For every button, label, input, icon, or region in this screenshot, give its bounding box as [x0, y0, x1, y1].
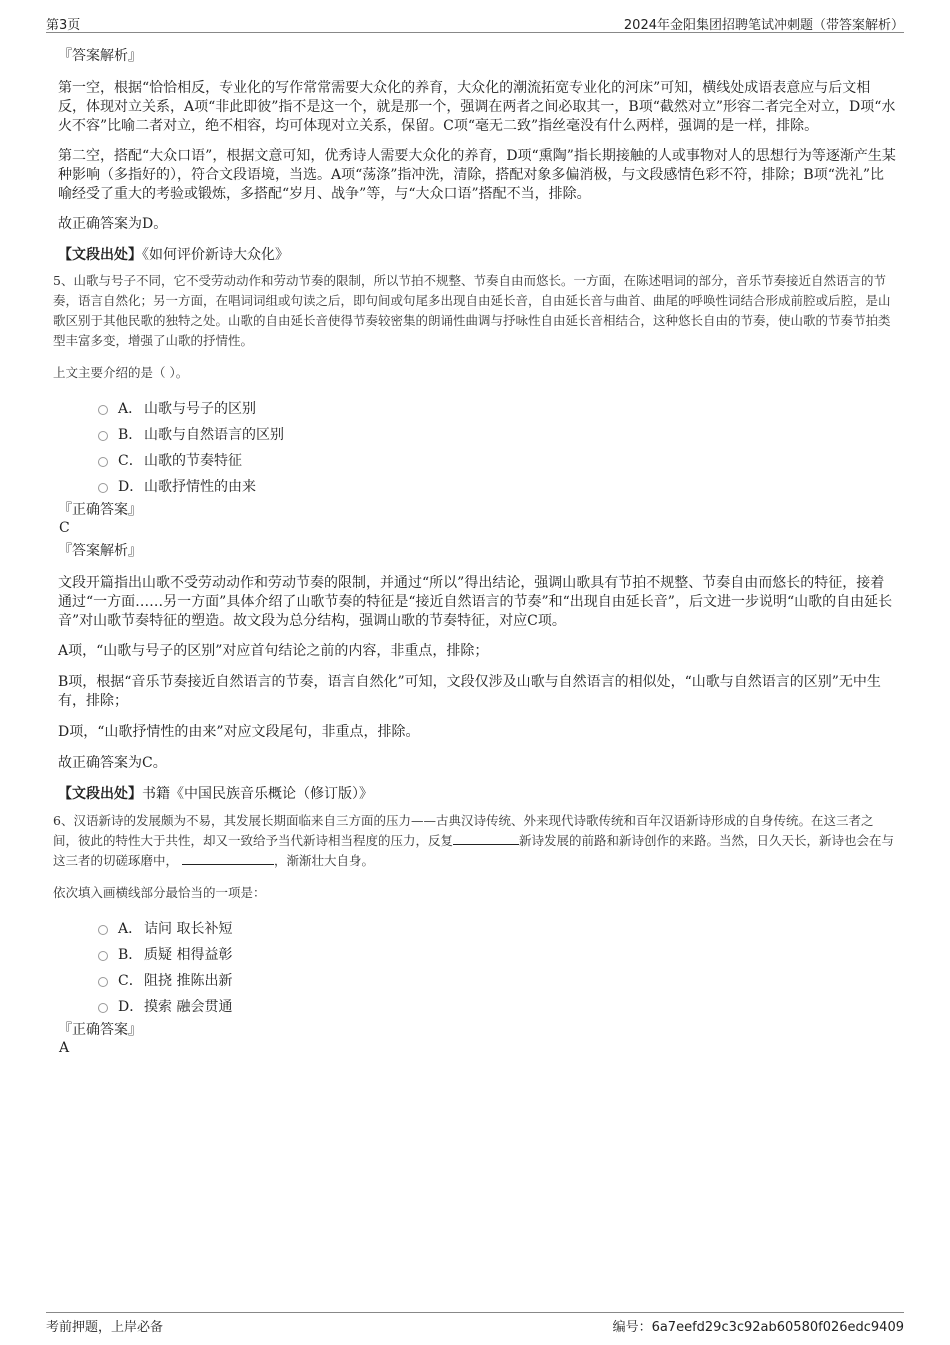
page-number: 第3页 [46, 18, 81, 33]
q4-analysis-p2: 第二空，搭配“大众口语”，根据文意可知，优秀诗人需要大众化的养育，D项“熏陶”指长期接触的人或事物对人的思想行为等逐渐产生某种影响（多指好的），符合文段语境，当选。A项“荡涤”指冲洗，清除，搭配对象多偏消极，与文段感情色彩不符，排除；B项“洗礼”比喻经受了重大的考验或锻炼，多搭配“岁月、战争”等，与“大众口语”搭配不当，排除。 [58, 148, 896, 202]
q5-analysis-p3: B项，根据“音乐节奏接近自然语言的节奏，语言自然化”可知，文段仅涉及山歌与自然语言的相似处，“山歌与自然语言的区别”无中生有，排除； [58, 674, 881, 709]
footer-slogan: 考前押题，上岸必备 [46, 1320, 164, 1335]
radio-icon[interactable] [98, 431, 108, 441]
q5-option-d[interactable]: D． 山歌抒情性的由来 [98, 473, 898, 499]
radio-icon[interactable] [98, 457, 108, 467]
q5-analysis-p1: 文段开篇指出山歌不受劳动动作和劳动节奏的限制，并通过“所以”得出结论，强调山歌具有节拍不规整、节奏自由而悠长的特征，接着通过“一方面……另一方面”具体介绍了山歌节奏的特征是“接近自然语言的节奏”和“出现自由延长音”，后文进一步说明“山歌的自由延长音”对山歌节奏特征的塑造。故文段为总分结构，强调山歌的节奏特征，对应C项。 [58, 575, 893, 629]
q5-option-a[interactable]: A． 山歌与号子的区别 [98, 395, 898, 421]
q5-source-label: 【文段出处】 [58, 786, 142, 802]
page-header [46, 10, 904, 33]
radio-icon[interactable] [98, 951, 108, 961]
q5-source-text: 书籍《中国民族音乐概论（修订版）》 [142, 786, 373, 802]
q4-source [58, 246, 898, 265]
radio-icon[interactable] [98, 483, 108, 493]
q6-text: 6、汉语新诗的发展颇为不易，其发展长期面临来自三方面的压力——古典汉诗传统、外来现代诗歌传统和百年汉语新诗形成的自身传统。在这三者之间，彼此的特性大于共性，却又一致给予当代新诗相当程度的压力，反复 新诗发展的前路和新诗创作的来路。当然，日久天长，新诗也会在与这三者的切磋琢磨中， ，渐渐壮大自身。 [53, 813, 895, 868]
q4-analysis-conclusion: 故正确答案为D。 [58, 216, 168, 232]
q5-analysis-p4: D项，“山歌抒情性的由来”对应文段尾句，非重点，排除。 [58, 724, 420, 740]
document-id: 编号：6a7eefd29c3c92ab60580f026edc9409 [612, 1320, 904, 1335]
q6-answer: A [59, 1040, 70, 1056]
q5-analysis-p2: A项，“山歌与号子的区别”对应首句结论之前的内容，非重点，排除； [58, 643, 489, 659]
q4-source-label: 【文段出处】 [58, 247, 142, 263]
q6-option-d[interactable]: D． 摸索 融会贯通 [98, 993, 898, 1019]
q6-option-c[interactable]: C． 阻挠 推陈出新 [98, 967, 898, 993]
q4-analysis-label: 『答案解析』 [58, 48, 142, 64]
q6-option-a[interactable]: A． 诘问 取长补短 [98, 915, 898, 941]
q5-analysis-conclusion: 故正确答案为C。 [58, 755, 167, 771]
page-footer [46, 1312, 904, 1335]
q5-answer-label: 『正确答案』 [58, 502, 142, 518]
q6-prompt: 依次填入画横线部分最恰当的一项是： [53, 885, 266, 900]
page-content [53, 47, 898, 1057]
q6-option-b[interactable]: B． 质疑 相得益彰 [98, 941, 898, 967]
radio-icon[interactable] [98, 977, 108, 987]
q5-option-c[interactable]: C． 山歌的节奏特征 [98, 447, 898, 473]
q6-options [98, 915, 898, 1019]
q4-analysis-p1: 第一空，根据“恰恰相反，专业化的写作常常需要大众化的养育，大众化的潮流拓宽专业化的河床”可知，横线处成语表意应与后文相反，体现对立关系，A项“非此即彼”指不是这一个，就是那一个，强调在两者之间必取其一，B项“截然对立”形容二者完全对立，D项“水火不容”比喻二者对立，绝不相容，均可体现对立关系，保留。C项“毫无二致”指丝毫没有什么两样，强调的是一样，排除。 [58, 80, 896, 134]
q5-analysis-label: 『答案解析』 [58, 543, 142, 559]
q5-answer: C [59, 520, 70, 536]
radio-icon[interactable] [98, 405, 108, 415]
q6-blank-2[interactable] [182, 852, 274, 865]
q6-answer-label: 『正确答案』 [58, 1022, 142, 1038]
q4-source-text: 《如何评价新诗大众化》 [142, 247, 289, 263]
q5-options [98, 395, 898, 499]
document-title: 2024年金阳集团招聘笔试冲刺题（带答案解析） [623, 18, 904, 33]
q5-text: 5、山歌与号子不同，它不受劳动动作和劳动节奏的限制，所以节拍不规整、节奏自由而悠长。一方面，在陈述唱词的部分，音乐节奏接近自然语言的节奏，语言自然化；另一方面，在唱词词组或句读之后，即句间或句尾多出现自由延长音，自由延长音与曲首、曲尾的呼唤性词结合形成前腔或后腔，是山歌区别于其他民歌的独特之处。山歌的自由延长音使得节奏较密集的朗诵性曲调与抒咏性自由延长音相结合，这种悠长自由的节奏，使山歌的节奏节拍类型丰富多变，增强了山歌的抒情性。 [53, 273, 891, 348]
q5-option-b[interactable]: B． 山歌与自然语言的区别 [98, 421, 898, 447]
radio-icon[interactable] [98, 1003, 108, 1013]
q5-prompt: 上文主要介绍的是（ ）。 [53, 365, 189, 380]
q6-blank-1[interactable] [453, 832, 519, 845]
radio-icon[interactable] [98, 925, 108, 935]
q5-source [58, 785, 898, 804]
